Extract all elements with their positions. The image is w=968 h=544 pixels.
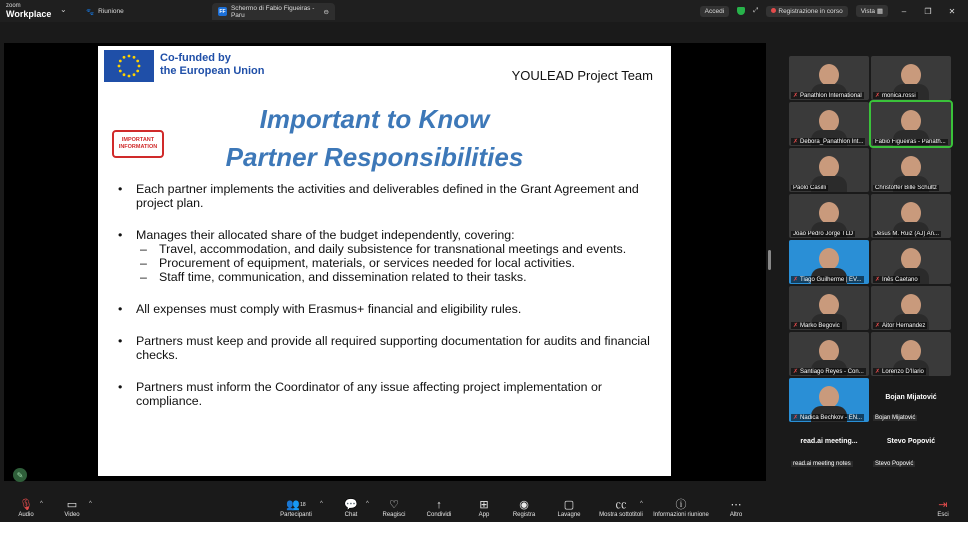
- view-label: Vista: [860, 8, 876, 15]
- participant-name-text: Lorenzo D'Ilario: [882, 369, 924, 375]
- participant-name-text: Marko Begovic: [800, 323, 840, 329]
- name-tile-big: Stevo Popović: [886, 438, 936, 445]
- mic-muted-icon: ✗: [793, 93, 799, 99]
- logo-line2: Workplace: [6, 9, 52, 19]
- access-button[interactable]: Accedi: [700, 6, 730, 17]
- participant-name-text: Panathlon International: [800, 93, 862, 99]
- participants-count: 18: [300, 502, 306, 508]
- eu-line2: the European Union: [160, 65, 265, 77]
- apps-icon: ⊞: [479, 499, 489, 511]
- participant-name: [791, 185, 828, 191]
- view-button[interactable]: [856, 5, 888, 17]
- chevron-up-icon[interactable]: ^: [89, 501, 92, 507]
- chat-button[interactable]: [331, 498, 371, 518]
- name-tile-small: read.ai meeting notes: [793, 461, 851, 467]
- record-dot-icon: [771, 8, 776, 13]
- participant-tile-active-speaker[interactable]: [871, 102, 951, 146]
- participant-name-text: Paolo Casilli: [793, 185, 827, 191]
- mic-muted-icon: ✗: [793, 415, 799, 421]
- participant-tile[interactable]: [871, 240, 951, 284]
- participant-tile[interactable]: [789, 378, 869, 422]
- audio-label: Audio: [18, 512, 34, 518]
- chevron-up-icon[interactable]: ^: [320, 501, 323, 507]
- participant-name-text: Joao Pedro Jorge TLD: [793, 231, 854, 237]
- eu-flag-icon: [104, 50, 154, 82]
- more-icon: ⋯: [730, 499, 742, 511]
- avatar: [901, 340, 921, 362]
- participant-name-text: Tiago Guilherme | EV...: [800, 277, 862, 283]
- bottom-margin: [0, 522, 968, 544]
- participant-name: [873, 92, 918, 99]
- avatar: [819, 386, 839, 408]
- avatar: [901, 248, 921, 270]
- participant-tile[interactable]: [871, 148, 951, 192]
- share-button[interactable]: [419, 498, 459, 518]
- participants-button[interactable]: [276, 498, 316, 518]
- avatar: [819, 248, 839, 270]
- participant-tile[interactable]: [789, 148, 869, 192]
- participant-name-text: Aitor Hernandez: [882, 323, 926, 329]
- minimize-icon[interactable]: –: [901, 6, 907, 16]
- video-camera-icon: ▭: [66, 499, 78, 511]
- captions-icon: ㏄: [615, 499, 627, 511]
- whiteboard-label: Lavagne: [557, 512, 581, 518]
- participant-name: [791, 92, 864, 99]
- zoom-logo: [6, 2, 51, 18]
- chevron-up-icon[interactable]: ^: [40, 501, 43, 507]
- participant-tile[interactable]: [789, 240, 869, 284]
- react-label: Reagisci: [382, 512, 406, 518]
- participant-name: [791, 322, 842, 329]
- record-label: Registra: [512, 512, 536, 518]
- avatar: [819, 294, 839, 316]
- bullet-3: • All expenses must comply with Erasmus+ financial and eligibility rules.: [114, 302, 654, 316]
- mic-muted-icon: 🎙: [19, 499, 33, 511]
- participant-name-text: Nadica Bechkov - EN...: [800, 415, 863, 421]
- participant-tile[interactable]: [871, 56, 951, 100]
- participant-name: [791, 138, 865, 145]
- eu-line1: Co-funded by: [160, 52, 231, 64]
- share-icon: ↑: [436, 499, 442, 511]
- tab-screen-share[interactable]: [212, 3, 335, 20]
- annotate-pencil-icon[interactable]: ✎: [13, 468, 27, 482]
- recording-status[interactable]: [766, 6, 847, 17]
- mic-muted-icon: ✗: [793, 277, 799, 283]
- avatar: [901, 156, 921, 178]
- chevron-down-icon[interactable]: ⌄: [60, 5, 67, 14]
- panel-resize-handle[interactable]: [768, 250, 771, 270]
- participant-name: [873, 139, 948, 145]
- apps-button[interactable]: [464, 498, 504, 518]
- record-button[interactable]: [504, 498, 544, 518]
- participant-name: [873, 276, 920, 283]
- slide-team-label: YOULEAD Project Team: [511, 68, 653, 83]
- video-label: Video: [64, 512, 80, 518]
- avatar: [901, 64, 921, 86]
- video-button[interactable]: [52, 498, 92, 518]
- leave-icon: ⇥: [938, 499, 948, 511]
- whiteboard-button[interactable]: [549, 498, 589, 518]
- sub-bullet-2: – Procurement of equipment, materials, or services needed for local activities.: [114, 256, 654, 270]
- more-label: Altro: [729, 512, 743, 518]
- participant-tile[interactable]: [789, 102, 869, 146]
- record-icon: ◉: [519, 499, 529, 511]
- leave-label: Esci: [937, 512, 949, 518]
- recording-label: Registrazione in corso: [778, 7, 843, 15]
- slide-title-line2: Partner Responsibilities: [225, 142, 524, 172]
- bullet-1: • Each partner implements the activities and deliverables defined in the Grant Agreement and project plan.: [114, 182, 654, 210]
- participant-name-text: Debora_Panathlon Int...: [800, 139, 864, 145]
- participant-name: [791, 231, 855, 237]
- participant-name-text: Christoffer Bille Schultz: [875, 185, 937, 191]
- shield-icon[interactable]: [737, 7, 745, 15]
- title-bar-right: [700, 0, 968, 22]
- participant-tile[interactable]: [871, 332, 951, 376]
- mic-muted-icon: ✗: [875, 93, 881, 99]
- chat-label: Chat: [344, 512, 358, 518]
- ff-badge: FF: [219, 8, 226, 15]
- mic-muted-icon: ✗: [875, 277, 881, 283]
- participant-tile[interactable]: [871, 194, 951, 238]
- badge-line2: INFORMATION: [118, 144, 158, 150]
- participant-name: [873, 322, 927, 329]
- tab-meeting-label: Riunione: [98, 8, 124, 15]
- mic-muted-icon: ✗: [793, 369, 799, 375]
- participant-name: [791, 414, 864, 421]
- logo-line1: zoom: [6, 3, 21, 9]
- participant-tile[interactable]: [789, 286, 869, 330]
- mic-muted-icon: ✗: [875, 323, 881, 329]
- apps-label: App: [478, 512, 490, 518]
- participant-tile[interactable]: [871, 286, 951, 330]
- chevron-up-icon[interactable]: ^: [366, 501, 369, 507]
- participant-name: [791, 276, 864, 283]
- mic-muted-icon: ✗: [793, 323, 799, 329]
- presentation-slide: [98, 46, 671, 476]
- participant-name: [873, 368, 926, 375]
- name-tile-big: Bojan Mijatović: [885, 394, 937, 401]
- avatar: [819, 110, 839, 132]
- title-bar: [0, 0, 968, 22]
- avatar: [819, 202, 839, 224]
- sub-bullet-3: – Staff time, communication, and dissemination related to their tasks.: [114, 270, 654, 284]
- grid-icon: ▦: [876, 8, 883, 15]
- bullet-5: • Partners must inform the Coordinator of any issue affecting project implementation or compliance.: [114, 380, 654, 408]
- eu-cofunded-text: [160, 52, 265, 78]
- window-close-icon[interactable]: ✕: [948, 6, 956, 16]
- slide-bullet-list: [114, 182, 654, 408]
- participant-tile[interactable]: [789, 56, 869, 100]
- slide-title-line1: Important to Know: [259, 104, 490, 134]
- bullet-2: • Manages their allocated share of the budget independently, covering:: [114, 228, 654, 242]
- participant-name-text: Santiago Reyes - Con...: [800, 369, 864, 375]
- people-icon: 👥$^{18}$: [286, 499, 306, 511]
- tab-meeting[interactable]: [80, 3, 130, 20]
- paw-icon: 🐾: [86, 8, 95, 16]
- participant-name-text: monica.rossi: [882, 93, 916, 99]
- participant-name: [873, 231, 941, 237]
- captions-label: Mostra sottotitoli: [599, 512, 643, 518]
- leave-button[interactable]: [923, 498, 963, 518]
- info-icon: ⓘ: [675, 499, 687, 511]
- restore-icon[interactable]: ❐: [924, 6, 932, 16]
- avatar: [901, 110, 921, 132]
- avatar: [819, 156, 839, 178]
- avatar: [819, 340, 839, 362]
- more-button[interactable]: [716, 498, 756, 518]
- participants-label: Partecipanti: [280, 512, 312, 518]
- meeting-toolbar: [0, 496, 968, 522]
- avatar: [819, 64, 839, 86]
- mic-muted-icon: ✗: [875, 369, 881, 375]
- badge-line1: IMPORTANT: [121, 137, 155, 143]
- meeting-info-button[interactable]: [649, 498, 713, 518]
- avatar: [901, 202, 921, 224]
- participant-name-tile[interactable]: [789, 424, 869, 468]
- react-button[interactable]: [374, 498, 414, 518]
- participant-name: [873, 185, 939, 191]
- participant-tile[interactable]: [789, 194, 869, 238]
- bullet-4: • Partners must keep and provide all required supporting documentation for audits and financial checks.: [114, 334, 654, 362]
- participant-name: [791, 368, 866, 375]
- tab-screen-share-label: Schermo di Fabio Figueiras - Paru: [230, 4, 315, 19]
- name-tile-big: read.ai meeting...: [800, 438, 858, 445]
- chat-icon: 💬: [344, 499, 358, 511]
- participant-tile[interactable]: [789, 332, 869, 376]
- participant-name-text: Inês Caetano: [882, 277, 918, 283]
- participant-name-text: Jesus M. Ruiz (AJ) An...: [875, 231, 940, 237]
- participant-name-text: Fabio Figueiras - Panath...: [875, 139, 946, 145]
- avatar: [901, 294, 921, 316]
- meeting-info-label: Informazioni riunione: [653, 512, 709, 518]
- heart-icon: ♡: [389, 499, 399, 511]
- close-icon[interactable]: ⊖: [323, 8, 329, 16]
- mic-muted-icon: ✗: [793, 139, 799, 145]
- participant-name-tile[interactable]: [871, 378, 951, 422]
- participant-name-tile[interactable]: [871, 424, 951, 468]
- whiteboard-icon: ▢: [563, 499, 575, 511]
- share-label: Condividi: [426, 512, 452, 518]
- name-tile-small: Bojan Mijatović: [875, 415, 916, 421]
- sub-bullet-1: – Travel, accommodation, and daily subsistence for transnational meetings and events.: [114, 242, 654, 256]
- chevron-up-icon[interactable]: ^: [640, 501, 643, 507]
- expand-icon[interactable]: ⤢: [753, 7, 759, 14]
- name-tile-small: Stevo Popović: [875, 461, 914, 467]
